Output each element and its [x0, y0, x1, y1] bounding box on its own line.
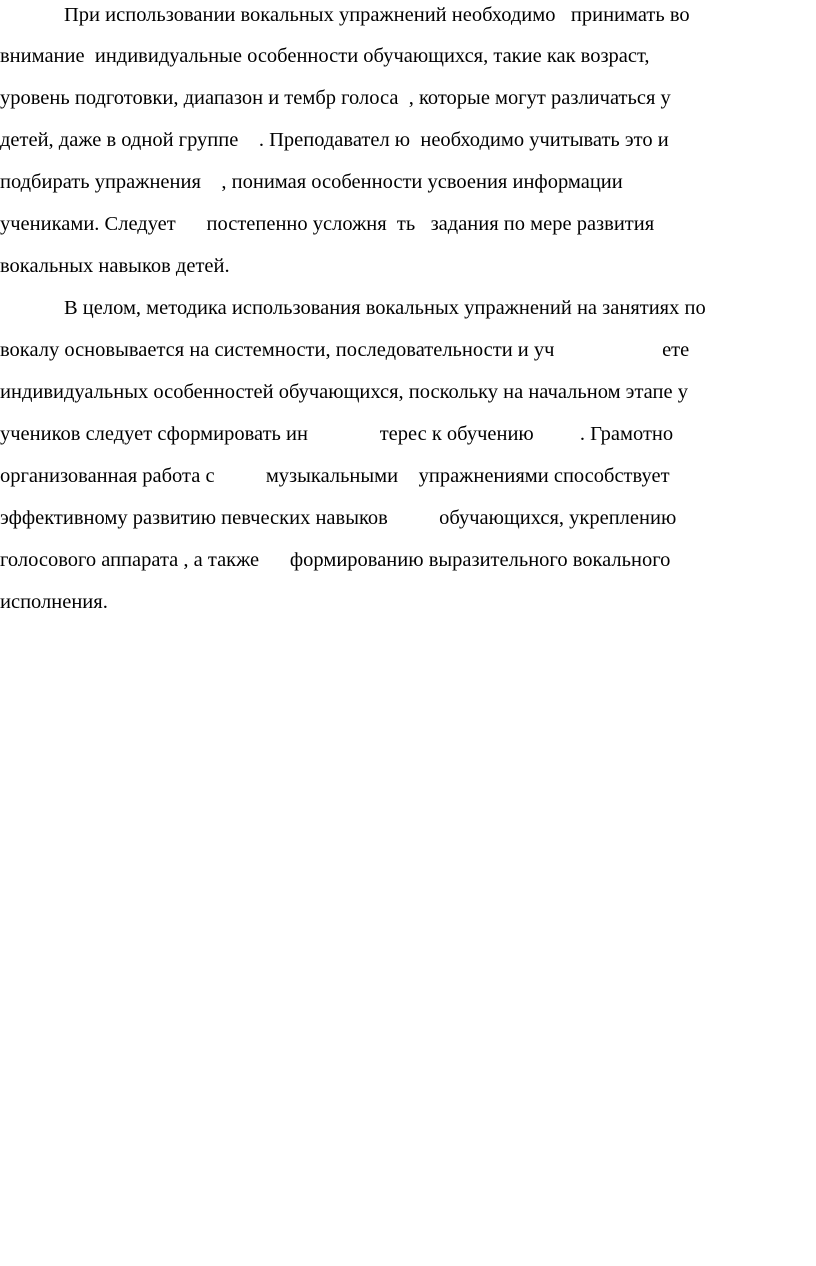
paragraph-1-line-2: внимание индивидуальные особенности обучающихся, такие как возраст, — [0, 45, 650, 67]
paragraph-2-line-2: вокалу основывается на системности, последовательности и уч ете — [0, 339, 690, 361]
paragraph-1-line-1: При использовании вокальных упражнений необходимо принимать во — [64, 4, 690, 26]
paragraph-1-line-4: детей, даже в одной группе . Преподавател ю необходимо учитывать это и — [0, 129, 669, 151]
paragraph-1-line-6: учениками. Следует постепенно усложня ть задания по мере развития — [0, 213, 655, 235]
paragraph-2-line-1: В целом, методика использования вокальных упражнений на занятиях по — [64, 297, 706, 319]
paragraph-2-line-3: индивидуальных особенностей обучающихся, поскольку на начальном этапе у — [0, 381, 688, 403]
paragraph-2-line-6: эффективному развитию певческих навыков обучающихся, укреплению — [0, 507, 677, 529]
paragraph-2-line-8: исполнения. — [0, 591, 108, 613]
paragraph-1-line-3: уровень подготовки, диапазон и тембр голоса , которые могут различаться у — [0, 87, 671, 109]
paragraph-2-line-7: голосового аппарата , а также формированию выразительного вокального — [0, 549, 671, 571]
paragraph-1-line-5: подбирать упражнения , понимая особенности усвоения информации — [0, 171, 623, 193]
paragraph-2-line-4: учеников следует сформировать ин терес к обучению . Грамотно — [0, 423, 674, 445]
paragraph-1-line-7: вокальных навыков детей. — [0, 255, 230, 277]
paragraph-2-line-5: организованная работа с музыкальными упражнениями способствует — [0, 465, 670, 487]
